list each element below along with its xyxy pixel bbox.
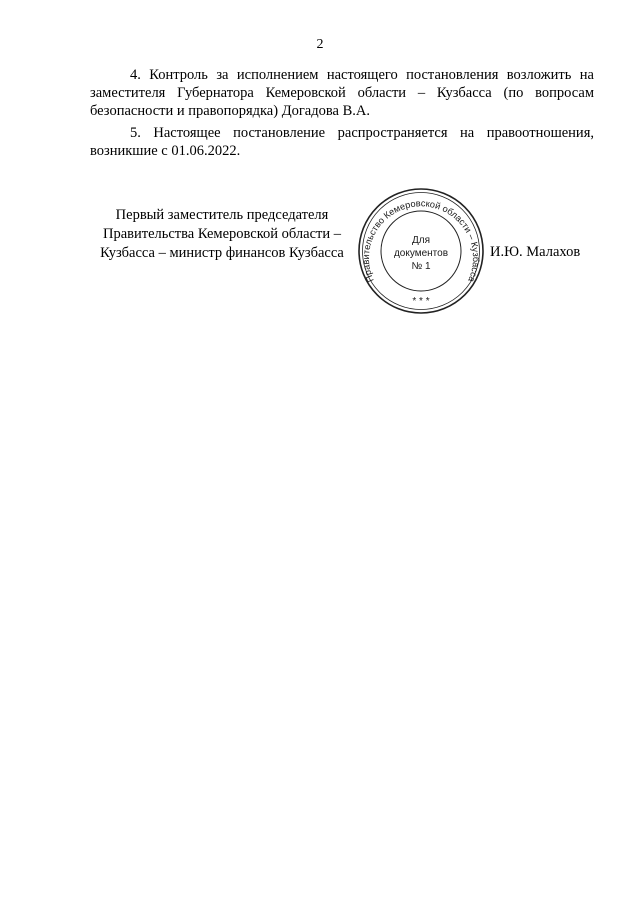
signatory-position-line: Первый заместитель председателя [115, 207, 329, 223]
seal-center-line: Для [411, 235, 431, 246]
paragraph-4: 4. Контроль за исполнением настоящего постановления возложить на заместителя Губернатора Кемеровской области – Кузбасса (по вопросам безопасности и правопорядка) Догадова В.А. [90, 67, 594, 119]
seal-center-line: документов [393, 248, 449, 259]
seal-ring-text: Правительство Кемеровской области – Кузбасса [360, 198, 482, 284]
signatory-position-line: Кузбасса – министр финансов Кузбасса [100, 245, 344, 261]
signatory-name: И.Ю. Малахов [490, 244, 581, 260]
official-seal [356, 186, 486, 316]
seal-stars: * * * [412, 296, 430, 307]
document-body [90, 66, 594, 164]
paragraph-5: 5. Настоящее постановление распространяется на правоотношения, возникшие с 01.06.2022. [90, 125, 594, 159]
page-number: 2 [316, 37, 324, 52]
signatory-position-line: Правительства Кемеровской области – [102, 226, 342, 242]
signatory-position [82, 206, 362, 263]
seal-center-line: № 1 [411, 261, 431, 272]
